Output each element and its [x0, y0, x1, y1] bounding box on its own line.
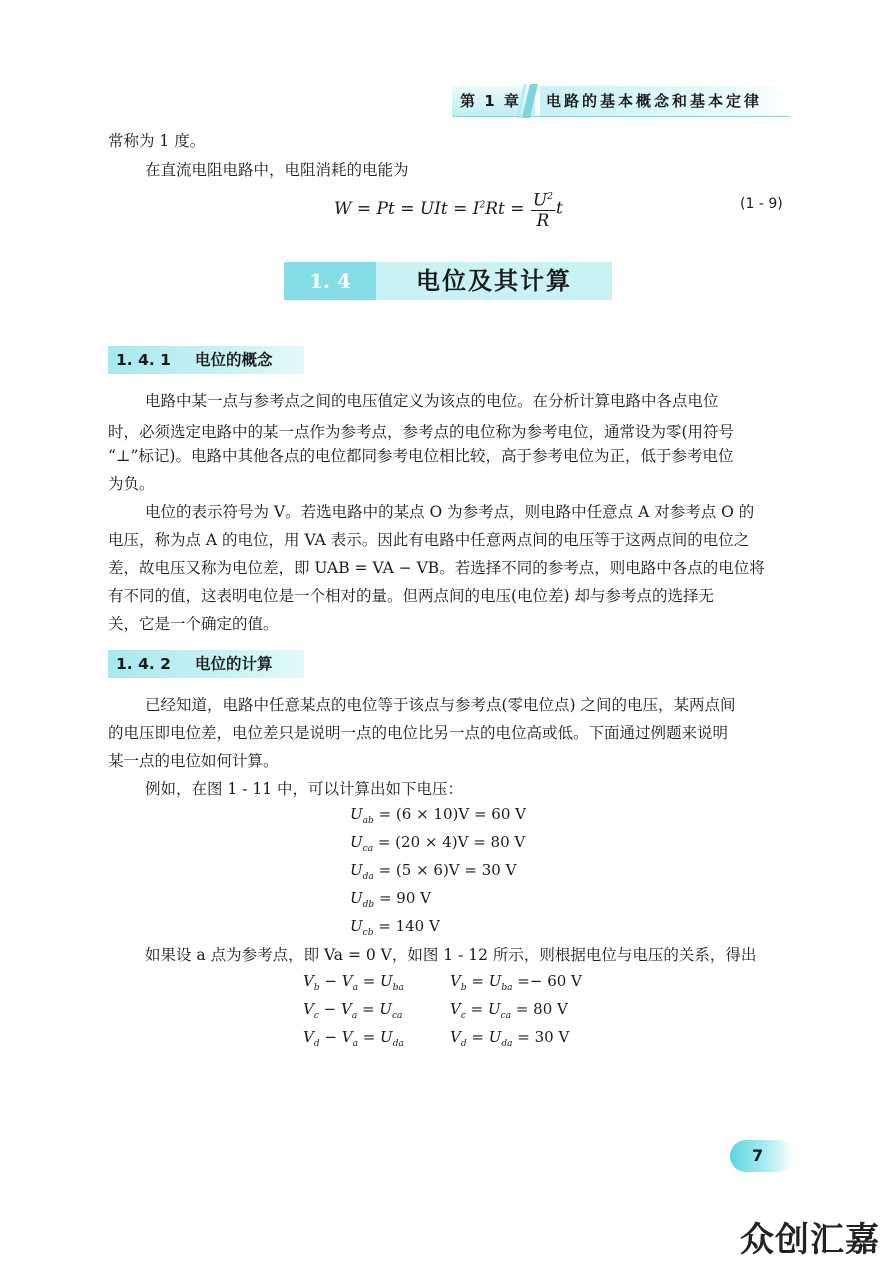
chapter-label: 第 1 章 [452, 86, 535, 116]
header-slash-decoration [512, 84, 538, 118]
section-number: 1. 4 [284, 262, 376, 300]
eq-vd: $V_d - V_a = U_{da}$ [303, 1028, 404, 1049]
example-intro: 例如，在图 1 - 11 中，可以计算出如下电压： [145, 780, 464, 798]
chapter-title: 电路的基本概念和基本定律 [540, 86, 796, 116]
header-divider [452, 116, 790, 117]
subsection-1-title: 电位的概念 [194, 351, 273, 369]
subsection-1-number: 1. 4. 1 [116, 351, 171, 369]
para3-line: 已经知道，电路中任意某点的电位等于该点与参考点(零电位点) 之间的电压，某两点间 [145, 696, 736, 714]
para1-line: 时，必须选定电路中的某一点作为参考点，参考点的电位称为参考电位，通常设为零(用符号 [108, 423, 735, 441]
subsection-2-number: 1. 4. 2 [116, 655, 171, 673]
equation-number: (1 - 9) [740, 196, 783, 212]
para2-line: 电位的表示符号为 V。若选电路中的某点 O 为参考点，则电路中任意点 A 对参考点 O 的 [145, 503, 755, 521]
subsection-2-title: 电位的计算 [194, 655, 273, 673]
para1-line: 电路中某一点与参考点之间的电压值定义为该点的电位。在分析计算电路中各点电位 [145, 392, 719, 410]
watermark: 众创汇嘉 [740, 1220, 880, 1260]
eq-uab: $U_{ab} = (6 \times 10)V = 60$ V [350, 805, 526, 826]
page-number: 7 [752, 1146, 764, 1165]
eq-vb-value: $V_b = U_{ba} =- 60$ V [450, 972, 582, 993]
para3-line: 某一点的电位如何计算。 [108, 752, 279, 770]
energy-equation: W = Pt = UIt = $I^2Rt$ = $\frac{U^2}{R}$ t [334, 182, 563, 228]
eq-ucb: $U_{cb} = 140$ V [350, 917, 440, 938]
subsection-2-heading [116, 650, 272, 678]
eq-vd-value: $V_d = U_{da} = 30$ V [450, 1028, 570, 1049]
para2-line: 有不同的值，这表明电位是一个相对的量。但两点间的电压(电位差) 却与参考点的选择无 [108, 587, 715, 605]
eq-vc: $V_c - V_a = U_{ca}$ [303, 1000, 403, 1021]
eq-udb: $U_{db} = 90$ V [350, 889, 431, 910]
intro-line-1: 常称为 1 度。 [108, 132, 206, 150]
eq-uca: $U_{ca} = (20 \times 4)V = 80$ V [350, 833, 526, 854]
eq-uda: $U_{da} = (5 \times 6)V = 30$ V [350, 861, 517, 882]
para1-line: “⊥”标记)。电路中其他各点的电位都同参考电位相比较，高于参考电位为正，低于参考电位 [108, 447, 734, 465]
reference-point-text: 如果设 a 点为参考点，即 Va = 0 V，如图 1 - 12 所示，则根据电位与电压的关系，得出 [145, 946, 757, 964]
subsection-1-heading [116, 346, 272, 374]
para2-line: 关，它是一个确定的值。 [108, 615, 279, 633]
eq-vc-value: $V_c = U_{ca} = 80$ V [450, 1000, 568, 1021]
para1-line: 为负。 [108, 475, 155, 493]
intro-line-2: 在直流电阻电路中，电阻消耗的电能为 [145, 161, 409, 179]
para2-line: 差，故电压又称为电位差，即 UAB = VA − VB。若选择不同的参考点，则电路中各点的电位将 [108, 559, 765, 577]
eq-vb: $V_b - V_a = U_{ba}$ [303, 972, 404, 993]
para3-line: 的电压即电位差，电位差只是说明一点的电位比另一点的电位高或低。下面通过例题来说明 [108, 724, 729, 742]
para2-line: 电压，称为点 A 的电位，用 VA 表示。因此有电路中任意两点间的电压等于这两点间的电位之 [108, 531, 750, 549]
section-title: 电位及其计算 [416, 267, 572, 295]
